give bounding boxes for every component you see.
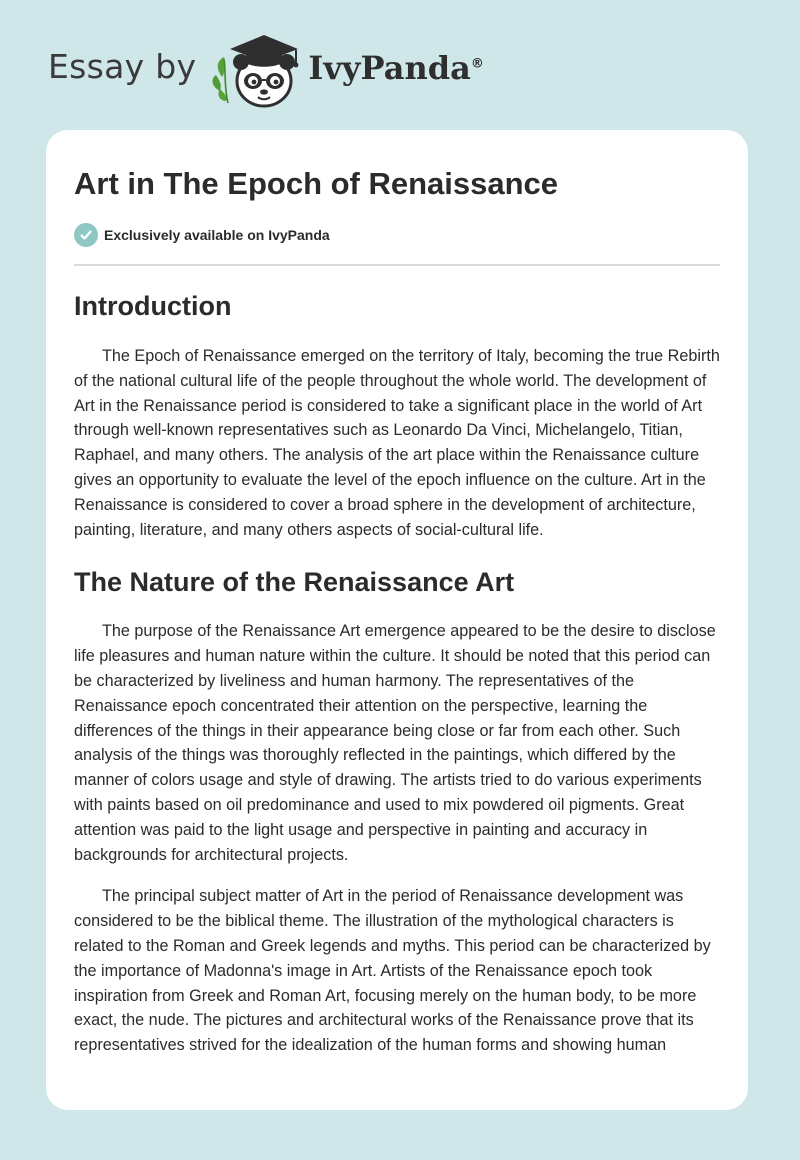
section-heading-nature: The Nature of the Renaissance Art — [74, 567, 515, 598]
essay-title: Art in The Epoch of Renaissance — [74, 166, 559, 201]
section-heading-introduction: Introduction — [74, 291, 232, 321]
paragraph-nature-2: The principal subject matter of Art in the period of Renaissance development was considered to be the biblical theme. The illustration of the mythological characters is related to the Roman and Greek legends and myths. This period can be characterized by the importance of Madonna's image in Art. Artists of the Renaissance epoch took inspiration from Greek and Roman Art, focusing merely on the human body, to be more exact, the nude. The pictures and architectural works of the Renaissance prove that its representatives strived for the idealization of the human forms and showing human — [74, 887, 711, 1055]
title-divider — [74, 264, 720, 266]
brand-header — [48, 30, 484, 110]
paragraph-nature-1: The purpose of the Renaissance Art emergence appeared to be the desire to disclose life pleasures and human nature within the culture. It should be noted that this period can be characterized by liveliness and human harmony. The representatives of the Renaissance epoch concentrated their attention on the perspective, learning the differences of the things in their appearance being close or far from each other. Such analysis of the things was thoroughly reflected in the paintings, which differed by the manner of colors usage and style of drawing. The artists tried to do various experiments with paints based on oil predominance and used to mix powdered oil pigments. Great attention was paid to the light usage and perspective in painting and accuracy in backgrounds for architectural projects. — [74, 622, 716, 864]
brand-prefix: Essay by — [48, 46, 197, 86]
check-icon — [74, 223, 98, 247]
brand-name-text: IvyPanda — [308, 49, 471, 87]
exclusive-label: Exclusively available on IvyPanda — [104, 227, 330, 243]
panda-logo-icon — [208, 29, 306, 111]
paragraph-introduction: The Epoch of Renaissance emerged on the territory of Italy, becoming the true Rebirth of the national cultural life of the people throughout the whole world. The development of Art in the Renaissance period is considered to take a significant place in the world of Art through well-known representatives such as Leonardo Da Vinci, Michelangelo, Titian, Raphael, and many others. The analysis of the art place within the Renaissance culture gives an opportunity to evaluate the level of the epoch influence on the culture. Art in the Renaissance is considered to cover a broad sphere in the development of architecture, painting, literature, and many others aspects of social-cultural life. — [74, 347, 720, 539]
brand-name — [308, 49, 483, 87]
essay-card — [46, 130, 748, 1110]
exclusive-badge — [74, 222, 720, 248]
registered-mark: ® — [470, 56, 484, 72]
